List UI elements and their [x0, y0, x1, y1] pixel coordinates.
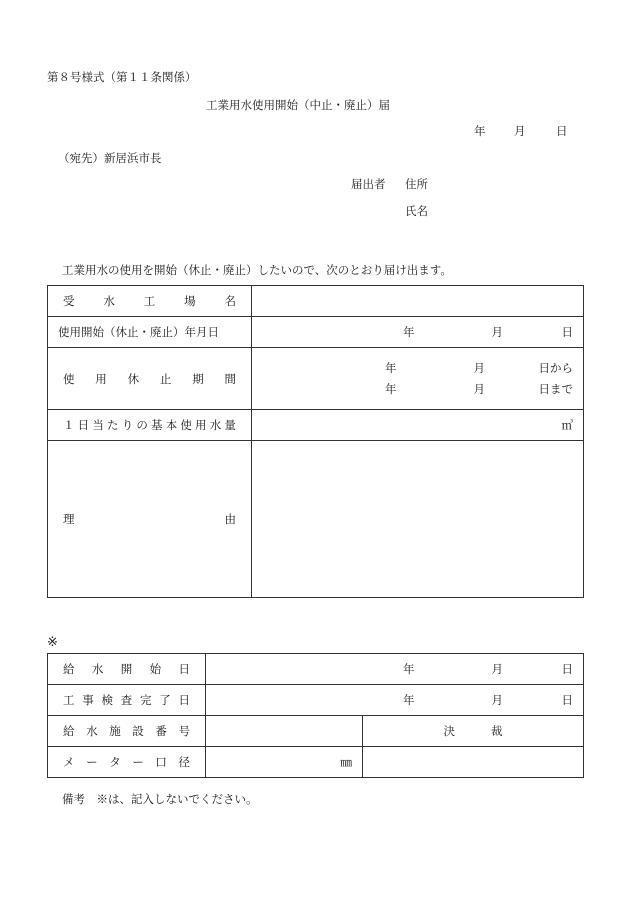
approval-label: 決 裁: [363, 716, 584, 747]
supply-start-field[interactable]: 年 月 日: [206, 654, 584, 685]
facility-number-label: 給 水 施 設 番 号: [48, 716, 206, 747]
inspection-date-label: 工 事 検 査 完 了 日: [48, 685, 206, 716]
receiving-plant-label: 受 水 工 場 名: [48, 286, 252, 317]
intro-text: 工業用水の使用を開始（休止・廃止）したいので、次のとおり届け出ます。: [62, 263, 452, 277]
date-month-label: 月: [514, 124, 526, 138]
application-table: [47, 285, 584, 598]
cubic-meter-unit: ㎥: [561, 418, 573, 432]
remarks-note: 備考 ※は、記入しないでください。: [62, 792, 258, 806]
start-date-label: 使用開始（休止・廃止）年月日: [48, 317, 252, 348]
approval-stamp-field[interactable]: [363, 747, 584, 778]
meter-diameter-field[interactable]: [206, 747, 363, 778]
row-facility-number: [48, 716, 584, 747]
daily-volume-field[interactable]: [252, 410, 584, 441]
date-day-label: 日: [556, 124, 568, 138]
row-supply-start: [48, 654, 584, 685]
form-number: 第８号様式（第１１条関係）: [47, 70, 197, 84]
row-meter-diameter: [48, 747, 584, 778]
row-inspection-date: [48, 685, 584, 716]
supply-start-label: 給 水 開 始 日: [48, 654, 206, 685]
date-year-label: 年: [474, 124, 486, 138]
start-date-field[interactable]: 年 月 日: [252, 317, 584, 348]
facility-number-field[interactable]: [206, 716, 363, 747]
row-suspension-period: [48, 348, 584, 410]
daily-volume-label: １ 日 当 た り の 基 本 使 用 水 量: [48, 410, 252, 441]
receiving-plant-field[interactable]: [252, 286, 584, 317]
row-start-date: [48, 317, 584, 348]
addressee: （宛先）新居浜市長: [58, 151, 162, 165]
meter-diameter-label: メ ー タ ー 口 径: [48, 747, 206, 778]
office-use-mark: ※: [47, 635, 58, 650]
suspension-period-field[interactable]: 年 月 日から 年 月 日まで: [252, 348, 584, 410]
inspection-date-field[interactable]: 年 月 日: [206, 685, 584, 716]
office-use-table: [47, 653, 584, 778]
reason-field[interactable]: [252, 441, 584, 598]
applicant-label: 届出者: [351, 177, 386, 191]
reason-label: 理 由: [48, 441, 252, 598]
row-reason: [48, 441, 584, 598]
row-daily-volume: [48, 410, 584, 441]
name-label: 氏名: [405, 204, 428, 218]
row-receiving-plant: [48, 286, 584, 317]
form-title: 工業用水使用開始（中止・廃止）届: [206, 98, 390, 112]
suspension-period-label: 使 用 休 止 期 間: [48, 348, 252, 410]
millimeter-unit: ㎜: [340, 755, 352, 769]
address-label: 住所: [405, 177, 428, 191]
